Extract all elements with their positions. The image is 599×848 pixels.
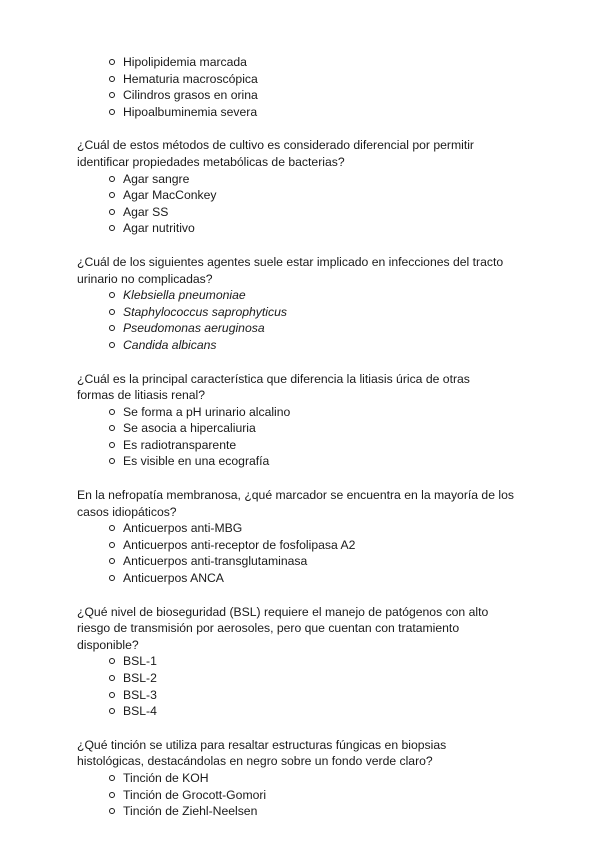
option-item: BSL-2	[123, 670, 527, 687]
option-item: Es radiotransparente	[123, 437, 527, 454]
option-item: Tinción de Ziehl-Neelsen	[123, 803, 527, 820]
question-uric-lithiasis	[77, 371, 527, 471]
option-item: Hematuria macroscópica	[123, 71, 527, 88]
option-item: Klebsiella pneumoniae	[123, 287, 527, 304]
option-list	[77, 171, 527, 237]
option-item: Agar MacConkey	[123, 187, 527, 204]
question-text: ¿Cuál es la principal característica que diferencia la litiasis úrica de otras formas de litiasis renal?	[77, 371, 470, 403]
option-list	[77, 520, 527, 586]
option-item: Tinción de KOH	[123, 770, 527, 787]
option-item: Cilindros grasos en orina	[123, 87, 527, 104]
option-list	[77, 404, 527, 470]
option-list	[77, 653, 527, 719]
option-item: Hipolipidemia marcada	[123, 54, 527, 71]
question-uti-agents	[77, 254, 527, 354]
option-item: BSL-1	[123, 653, 527, 670]
option-item: Se asocia a hipercaliuria	[123, 420, 527, 437]
question-text: ¿Cuál de estos métodos de cultivo es considerado diferencial por permitir identificar propiedades metabólicas de bacterias?	[77, 138, 474, 169]
option-item: Es visible en una ecografía	[123, 453, 527, 470]
option-item: BSL-4	[123, 703, 527, 720]
question-fungal-stain	[77, 737, 527, 820]
option-item: Agar sangre	[123, 171, 527, 188]
option-item: Hipoalbuminemia severa	[123, 104, 527, 121]
continuation-options	[77, 54, 527, 120]
option-item: Agar nutritivo	[123, 220, 527, 237]
question-culture-methods	[77, 137, 527, 237]
question-text: ¿Qué tinción se utiliza para resaltar estructuras fúngicas en biopsias histológicas, destacándolas en negro sobre un fondo verde claro?	[77, 737, 447, 769]
option-item: Agar SS	[123, 204, 527, 221]
question-biosafety-level	[77, 604, 527, 720]
option-item: Pseudomonas aeruginosa	[123, 320, 527, 337]
option-item: Anticuerpos anti-receptor de fosfolipasa A2	[123, 537, 527, 554]
option-item: Tinción de Grocott-Gomori	[123, 787, 527, 804]
option-item: BSL-3	[123, 687, 527, 704]
option-item: Staphylococcus saprophyticus	[123, 304, 527, 321]
question-membranous-nephropathy	[77, 487, 527, 587]
option-list	[77, 287, 527, 353]
question-text: ¿Qué nivel de bioseguridad (BSL) requiere el manejo de patógenos con alto riesgo de transmisión por aerosoles, pero que cuentan con tratamiento disponible?	[77, 604, 489, 652]
option-item: Se forma a pH urinario alcalino	[123, 404, 527, 421]
option-list	[77, 770, 527, 820]
document-page	[77, 54, 527, 820]
option-item: Anticuerpos anti-transglutaminasa	[123, 553, 527, 570]
question-text: En la nefropatía membranosa, ¿qué marcador se encuentra en la mayoría de los casos idiopáticos?	[77, 488, 514, 519]
question-text: ¿Cuál de los siguientes agentes suele estar implicado en infecciones del tracto urinario no complicadas?	[77, 254, 504, 286]
option-item: Anticuerpos anti-MBG	[123, 520, 527, 537]
option-item: Candida albicans	[123, 337, 527, 354]
option-item: Anticuerpos ANCA	[123, 570, 527, 587]
